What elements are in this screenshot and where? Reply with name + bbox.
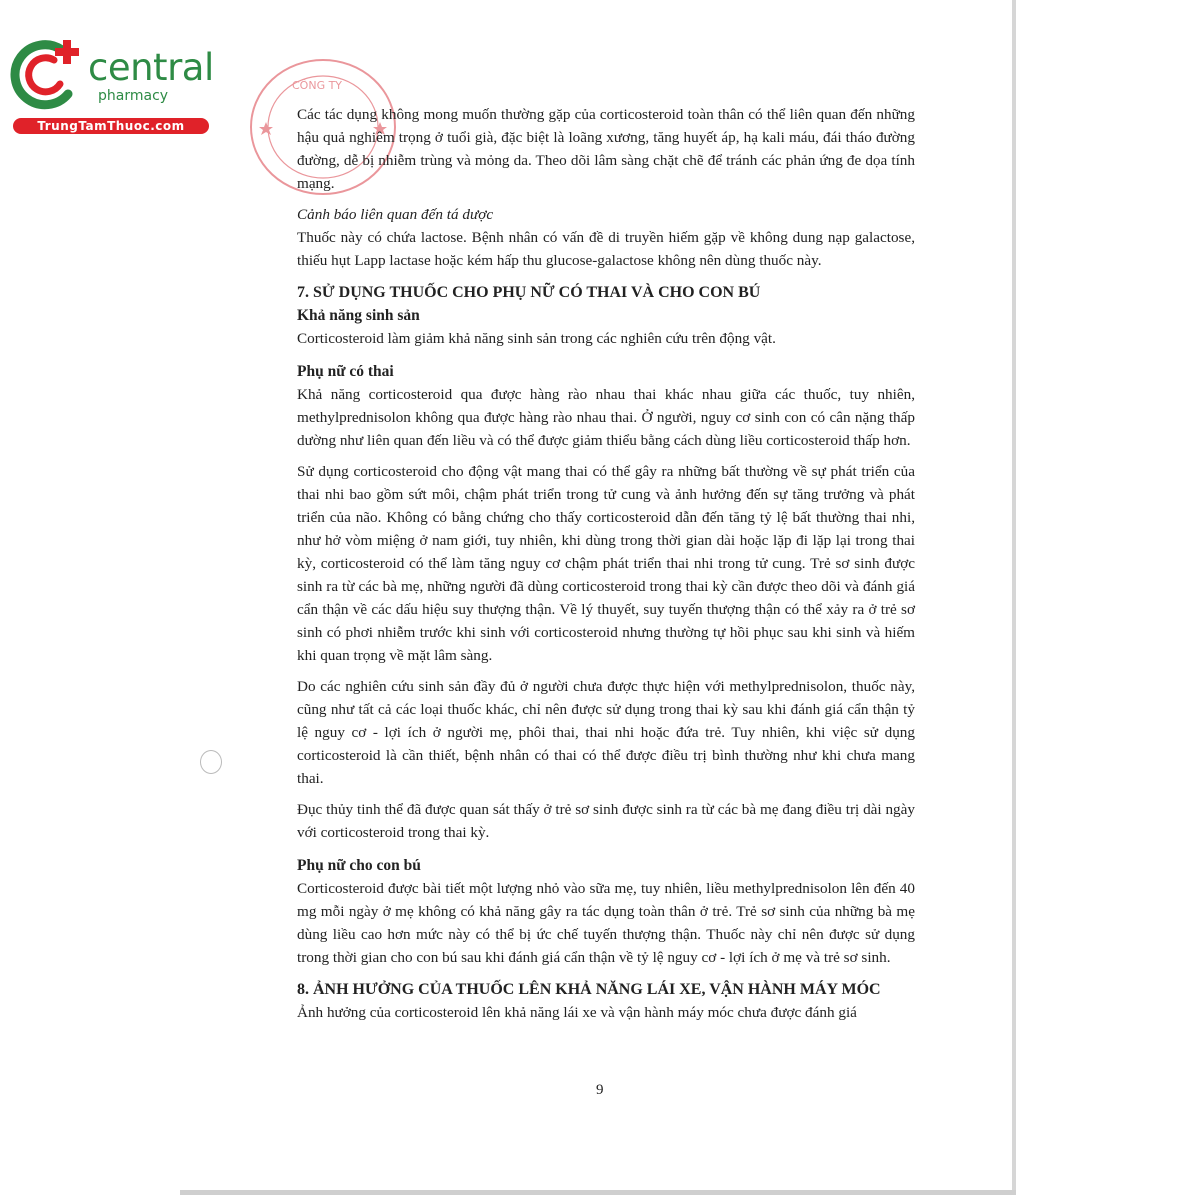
central-pharmacy-logo bbox=[10, 38, 215, 138]
page-number: 9 bbox=[596, 1082, 604, 1098]
paragraph: Khả năng corticosteroid qua được hàng rào nhau thai khác nhau giữa các thuốc, tuy nhiên, methylprednisolon không qua được hàng rào nhau thai. Ở người, nguy cơ sinh con có cân nặng thấp dường như liên quan đến liều và có thể được giảm thiểu bằng cách dùng liều corticosteroid thấp hơn. bbox=[297, 386, 915, 449]
logo-brand: central bbox=[88, 46, 214, 89]
section-7-heading: 7. SỬ DỤNG THUỐC CHO PHỤ NỮ CÓ THAI VÀ CHO CON BÚ bbox=[297, 284, 761, 301]
logo-mark-icon bbox=[10, 38, 88, 110]
subheading-breastfeeding: Phụ nữ cho con bú bbox=[297, 857, 421, 874]
paragraph: Thuốc này có chứa lactose. Bệnh nhân có vấn đề di truyền hiếm gặp về không dung nạp galactose, thiếu hụt Lapp lactase hoặc kém hấp thu glucose-galactose không nên dùng thuốc này. bbox=[297, 229, 915, 269]
paragraph: Corticosteroid được bài tiết một lượng nhỏ vào sữa mẹ, tuy nhiên, liều methylprednisolon lên đến 40 mg mỗi ngày ở mẹ không có khả năng gây ra tác dụng toàn thân ở trẻ. Trẻ sơ sinh của những bà mẹ dùng liều cao hơn mức này có thể bị ức chế tuyến thượng thận. Thuốc này chỉ nên được sử dụng trong thời gian cho con bú sau khi đánh giá cẩn thận về tỷ lệ nguy cơ - lợi ích ở mẹ và trẻ sơ sinh. bbox=[297, 880, 915, 966]
paragraph: Corticosteroid làm giảm khả năng sinh sản trong các nghiên cứu trên động vật. bbox=[297, 330, 776, 347]
paragraph: Sử dụng corticosteroid cho động vật mang thai có thể gây ra những bất thường về sự phát triển của thai nhi bao gồm sứt môi, chậm phát triển trong tử cung và ảnh hưởng đến sự tăng trưởng và phát triển của não. Không có bằng chứng cho thấy corticosteroid dẫn đến tăng tỷ lệ bất thường thai nhi, như hở vòm miệng ở nam giới, tuy nhiên, khi dùng trong thời gian dài hoặc lặp đi lặp lại trong thai kỳ, corticosteroid có thể làm tăng nguy cơ chậm phát triển thai nhi trong tử cung. Trẻ sơ sinh được sinh ra từ các bà mẹ, những người đã dùng corticosteroid trong thai kỳ cần được theo dõi và đánh giá cẩn thận về các dấu hiệu suy thượng thận. Về lý thuyết, suy tuyến thượng thận có thể xảy ra ở trẻ sơ sinh có phơi nhiễm trước khi sinh với corticosteroid nhưng thường tự hồi phục sau khi sinh và hiếm khi quan trọng về mặt lâm sàng. bbox=[297, 463, 915, 664]
logo-sub: pharmacy bbox=[98, 88, 169, 104]
svg-text:CÔNG TY: CÔNG TY bbox=[292, 79, 343, 92]
subheading-fertility: Khả năng sinh sản bbox=[297, 307, 420, 324]
punch-hole bbox=[200, 750, 222, 774]
paragraph: Ảnh hưởng của corticosteroid lên khả năng lái xe và vận hành máy móc chưa được đánh giá bbox=[297, 1004, 857, 1021]
page-edge bbox=[180, 1190, 1016, 1195]
page-edge bbox=[1012, 0, 1016, 1195]
paragraph: Các tác dụng không mong muốn thường gặp của corticosteroid toàn thân có thể liên quan đến những hậu quả nghiêm trọng ở tuổi già, đặc biệt là loãng xương, tăng huyết áp, hạ kali máu, đái tháo đường đường, dễ bị nhiễm trùng và mỏng da. Theo dõi lâm sàng chặt chẽ để tránh các phản ứng đe dọa tính mạng. bbox=[297, 106, 915, 192]
logo-site: TrungTamThuoc.com bbox=[13, 118, 209, 134]
section-8-heading: 8. ẢNH HƯỞNG CỦA THUỐC LÊN KHẢ NĂNG LÁI XE, VẬN HÀNH MÁY MÓC bbox=[297, 981, 881, 998]
paragraph: Đục thủy tinh thể đã được quan sát thấy ở trẻ sơ sinh được sinh ra từ các bà mẹ đang điều trị dài ngày với corticosteroid trong thai kỳ. bbox=[297, 801, 915, 841]
subheading-pregnancy: Phụ nữ có thai bbox=[297, 363, 394, 380]
paragraph: Do các nghiên cứu sinh sản đầy đủ ở người chưa được thực hiện với methylprednisolon, thuốc này, cũng như tất cả các loại thuốc khác, chỉ nên được sử dụng trong thai kỳ sau khi đánh giá cẩn thận tỷ lệ nguy cơ - lợi ích ở người mẹ, phôi thai, thai nhi hoặc đứa trẻ. Tuy nhiên, khi việc sử dụng corticosteroid là cần thiết, bệnh nhân có thai có thể được điều trị bình thường như khi chưa mang thai. bbox=[297, 678, 915, 787]
document-body bbox=[297, 103, 915, 1024]
subheading-excipient: Cảnh báo liên quan đến tá dược bbox=[297, 206, 494, 223]
